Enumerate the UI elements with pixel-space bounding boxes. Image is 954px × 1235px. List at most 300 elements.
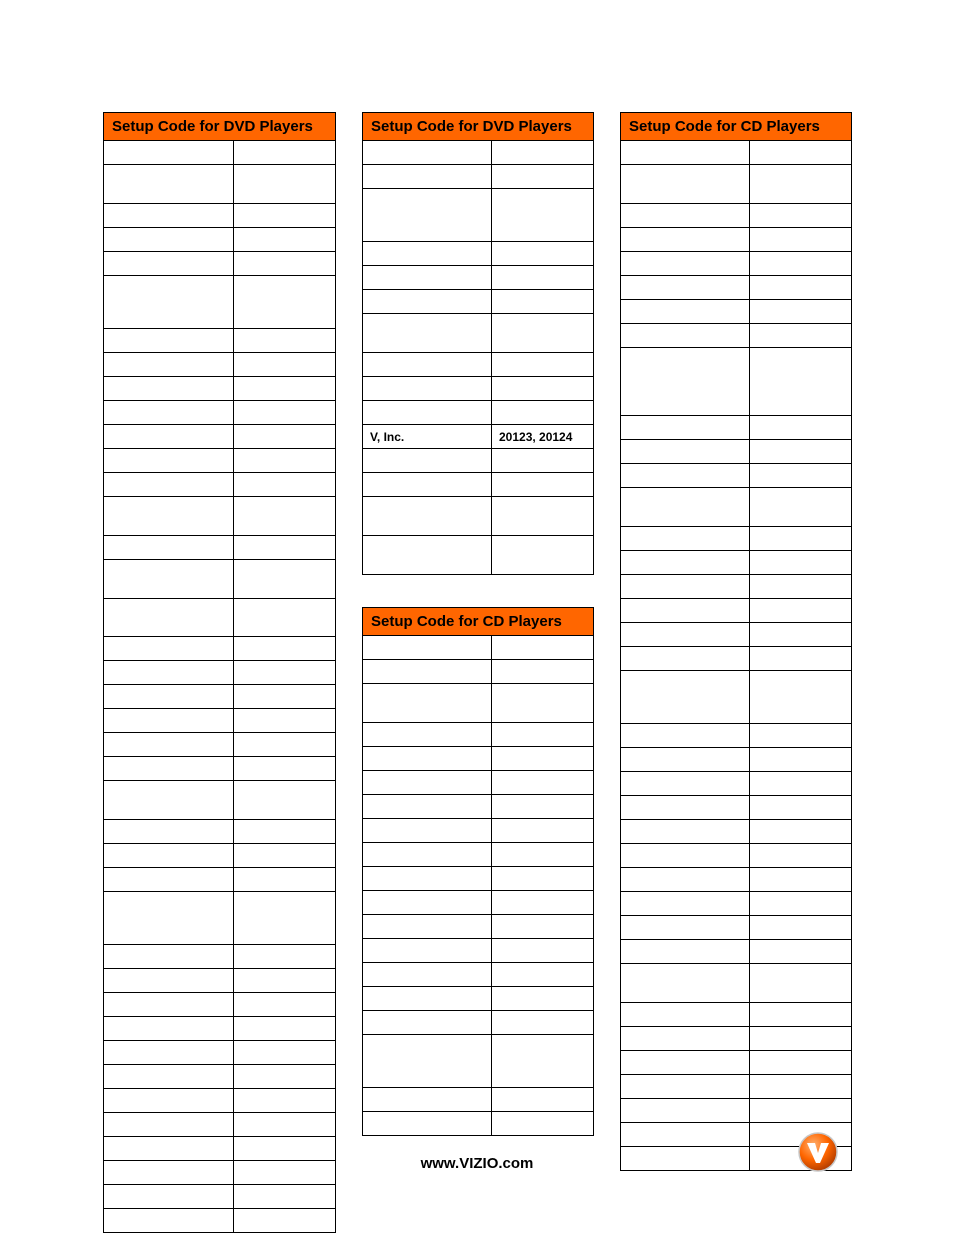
brand-cell bbox=[104, 353, 234, 377]
code-cell bbox=[492, 1011, 594, 1035]
table-row bbox=[104, 560, 336, 599]
vizio-v-logo-icon bbox=[798, 1132, 838, 1172]
table-row bbox=[363, 915, 594, 939]
code-cell bbox=[234, 868, 336, 892]
table-row bbox=[104, 377, 336, 401]
table-row bbox=[363, 684, 594, 723]
brand-cell bbox=[363, 377, 492, 401]
table-row bbox=[363, 401, 594, 425]
code-cell bbox=[234, 820, 336, 844]
code-cell bbox=[750, 647, 852, 671]
code-cell bbox=[492, 1112, 594, 1136]
code-cell bbox=[234, 401, 336, 425]
table-row bbox=[363, 963, 594, 987]
brand-cell bbox=[104, 1065, 234, 1089]
table-row bbox=[104, 329, 336, 353]
brand-cell bbox=[363, 819, 492, 843]
table-row bbox=[363, 747, 594, 771]
table-row bbox=[104, 276, 336, 329]
brand-cell bbox=[621, 141, 750, 165]
table-row bbox=[621, 348, 852, 416]
brand-cell bbox=[104, 401, 234, 425]
brand-cell bbox=[363, 242, 492, 266]
table-row bbox=[104, 1113, 336, 1137]
table-row bbox=[104, 228, 336, 252]
brand-cell bbox=[363, 1035, 492, 1088]
table-row bbox=[363, 242, 594, 266]
brand-cell bbox=[363, 963, 492, 987]
brand-cell bbox=[363, 266, 492, 290]
table-row bbox=[621, 892, 852, 916]
code-cell bbox=[234, 781, 336, 820]
code-cell bbox=[750, 348, 852, 416]
code-cell bbox=[750, 1027, 852, 1051]
code-cell bbox=[234, 165, 336, 204]
code-cell bbox=[750, 1003, 852, 1027]
brand-cell bbox=[104, 1089, 234, 1113]
brand-cell bbox=[363, 660, 492, 684]
code-cell bbox=[234, 449, 336, 473]
brand-cell bbox=[621, 416, 750, 440]
brand-cell bbox=[621, 204, 750, 228]
brand-cell bbox=[621, 228, 750, 252]
table-row bbox=[104, 1017, 336, 1041]
table-row bbox=[104, 1209, 336, 1233]
table-row bbox=[104, 733, 336, 757]
table-row bbox=[621, 623, 852, 647]
brand-cell bbox=[363, 1112, 492, 1136]
brand-cell bbox=[104, 733, 234, 757]
brand-cell bbox=[621, 300, 750, 324]
table-row bbox=[104, 1089, 336, 1113]
code-cell bbox=[492, 165, 594, 189]
brand-cell bbox=[104, 377, 234, 401]
code-cell bbox=[492, 449, 594, 473]
table-row bbox=[363, 473, 594, 497]
table-row bbox=[104, 141, 336, 165]
table-row bbox=[363, 660, 594, 684]
code-cell bbox=[750, 748, 852, 772]
dvd-codes-table-1 bbox=[103, 112, 336, 1233]
table-row bbox=[621, 252, 852, 276]
brand-cell bbox=[104, 497, 234, 536]
brand-cell bbox=[104, 1185, 234, 1209]
table-row bbox=[621, 916, 852, 940]
brand-cell bbox=[621, 527, 750, 551]
table-row bbox=[621, 527, 852, 551]
code-cell bbox=[234, 757, 336, 781]
table-row bbox=[363, 497, 594, 536]
table-row bbox=[363, 1035, 594, 1088]
table-row bbox=[363, 141, 594, 165]
code-cell bbox=[234, 536, 336, 560]
brand-cell bbox=[363, 939, 492, 963]
table-row bbox=[363, 290, 594, 314]
code-cell bbox=[750, 940, 852, 964]
code-cell bbox=[492, 867, 594, 891]
brand-cell bbox=[621, 748, 750, 772]
table-row bbox=[621, 964, 852, 1003]
table-row bbox=[621, 324, 852, 348]
brand-cell bbox=[104, 661, 234, 685]
code-cell bbox=[750, 892, 852, 916]
brand-cell bbox=[363, 1011, 492, 1035]
table-row bbox=[104, 637, 336, 661]
brand-cell bbox=[621, 324, 750, 348]
table-row bbox=[363, 377, 594, 401]
brand-cell bbox=[363, 1088, 492, 1112]
code-cell bbox=[234, 141, 336, 165]
code-cell bbox=[234, 1089, 336, 1113]
table-row bbox=[621, 820, 852, 844]
brand-cell bbox=[621, 964, 750, 1003]
brand-cell bbox=[621, 599, 750, 623]
table-row bbox=[363, 449, 594, 473]
table-row bbox=[104, 969, 336, 993]
brand-cell bbox=[104, 560, 234, 599]
table-row bbox=[363, 314, 594, 353]
code-cell bbox=[750, 796, 852, 820]
brand-cell bbox=[621, 647, 750, 671]
brand-cell bbox=[621, 796, 750, 820]
brand-cell bbox=[104, 945, 234, 969]
brand-cell bbox=[104, 868, 234, 892]
brand-cell bbox=[621, 1027, 750, 1051]
table-row bbox=[363, 266, 594, 290]
brand-cell bbox=[363, 867, 492, 891]
code-cell bbox=[234, 252, 336, 276]
table-row bbox=[104, 536, 336, 560]
code-cell bbox=[492, 843, 594, 867]
code-cell bbox=[492, 401, 594, 425]
table-row bbox=[363, 425, 594, 449]
code-cell bbox=[492, 377, 594, 401]
code-cell bbox=[492, 189, 594, 242]
table-row bbox=[363, 1088, 594, 1112]
code-cell bbox=[750, 772, 852, 796]
table-row bbox=[621, 599, 852, 623]
table-row bbox=[621, 204, 852, 228]
code-cell bbox=[492, 141, 594, 165]
code-cell bbox=[750, 964, 852, 1003]
code-cell bbox=[750, 440, 852, 464]
table-row bbox=[363, 189, 594, 242]
brand-cell bbox=[363, 401, 492, 425]
brand-cell bbox=[363, 497, 492, 536]
table-row bbox=[621, 416, 852, 440]
brand-cell bbox=[621, 1123, 750, 1147]
brand-cell bbox=[621, 1099, 750, 1123]
code-cell bbox=[492, 723, 594, 747]
brand-cell bbox=[363, 795, 492, 819]
brand-cell bbox=[104, 228, 234, 252]
brand-cell bbox=[104, 536, 234, 560]
code-cell bbox=[234, 637, 336, 661]
code-cell bbox=[750, 252, 852, 276]
table-row bbox=[621, 940, 852, 964]
brand-cell bbox=[363, 843, 492, 867]
table-row bbox=[363, 536, 594, 575]
code-cell bbox=[234, 844, 336, 868]
code-cell bbox=[234, 1209, 336, 1233]
table-row bbox=[621, 488, 852, 527]
table-row bbox=[363, 353, 594, 377]
table-row bbox=[363, 1112, 594, 1136]
brand-cell bbox=[104, 1041, 234, 1065]
table-row bbox=[104, 993, 336, 1017]
code-cell bbox=[750, 324, 852, 348]
brand-cell bbox=[104, 709, 234, 733]
table-row bbox=[104, 1065, 336, 1089]
table-row bbox=[621, 748, 852, 772]
brand-cell bbox=[363, 723, 492, 747]
code-cell bbox=[234, 497, 336, 536]
brand-cell bbox=[104, 141, 234, 165]
code-cell bbox=[750, 276, 852, 300]
table-row bbox=[104, 599, 336, 637]
code-cell bbox=[750, 527, 852, 551]
table-row bbox=[104, 1041, 336, 1065]
table-row bbox=[104, 685, 336, 709]
table-row bbox=[363, 165, 594, 189]
code-cell bbox=[234, 1065, 336, 1089]
brand-cell bbox=[621, 772, 750, 796]
code-cell bbox=[492, 290, 594, 314]
code-cell bbox=[750, 1099, 852, 1123]
code-cell bbox=[750, 599, 852, 623]
code-cell bbox=[492, 660, 594, 684]
dvd-codes-table-2 bbox=[362, 112, 594, 575]
footer-url: www.VIZIO.com bbox=[420, 1155, 534, 1172]
brand-cell bbox=[104, 473, 234, 497]
code-cell bbox=[234, 599, 336, 637]
table-row bbox=[104, 497, 336, 536]
brand-cell bbox=[621, 276, 750, 300]
code-cell bbox=[234, 993, 336, 1017]
code-cell bbox=[750, 165, 852, 204]
brand-cell bbox=[363, 891, 492, 915]
code-cell bbox=[492, 314, 594, 353]
table-row bbox=[621, 464, 852, 488]
table-row bbox=[621, 141, 852, 165]
code-cell bbox=[234, 661, 336, 685]
table-row bbox=[621, 1027, 852, 1051]
brand-cell bbox=[104, 425, 234, 449]
code-cell bbox=[750, 464, 852, 488]
code-cell bbox=[750, 820, 852, 844]
table-row bbox=[621, 772, 852, 796]
table-row bbox=[104, 353, 336, 377]
code-cell bbox=[234, 1041, 336, 1065]
brand-cell bbox=[363, 747, 492, 771]
table-title: Setup Code for DVD Players bbox=[104, 113, 336, 141]
code-cell bbox=[234, 353, 336, 377]
code-cell bbox=[492, 963, 594, 987]
table-row bbox=[104, 820, 336, 844]
table-row bbox=[104, 204, 336, 228]
code-cell bbox=[750, 416, 852, 440]
code-cell bbox=[750, 228, 852, 252]
code-cell bbox=[492, 771, 594, 795]
code-cell: 20123, 20124 bbox=[492, 425, 594, 449]
brand-cell bbox=[104, 204, 234, 228]
brand-cell bbox=[621, 868, 750, 892]
table-row bbox=[104, 252, 336, 276]
brand-cell bbox=[621, 1051, 750, 1075]
table-row bbox=[104, 165, 336, 204]
code-cell bbox=[234, 685, 336, 709]
brand-cell bbox=[621, 916, 750, 940]
brand-cell bbox=[363, 290, 492, 314]
brand-cell bbox=[621, 724, 750, 748]
brand-cell bbox=[104, 892, 234, 945]
table-row bbox=[363, 819, 594, 843]
brand-cell bbox=[104, 993, 234, 1017]
table-title: Setup Code for DVD Players bbox=[363, 113, 594, 141]
brand-cell bbox=[363, 536, 492, 575]
brand-cell bbox=[104, 1017, 234, 1041]
table-row bbox=[621, 440, 852, 464]
code-cell bbox=[750, 141, 852, 165]
code-cell bbox=[492, 747, 594, 771]
code-cell bbox=[234, 329, 336, 353]
brand-cell bbox=[621, 940, 750, 964]
table-row bbox=[104, 449, 336, 473]
code-cell bbox=[492, 819, 594, 843]
table-row bbox=[621, 796, 852, 820]
brand-cell bbox=[621, 551, 750, 575]
brand-cell bbox=[104, 757, 234, 781]
code-cell bbox=[492, 1035, 594, 1088]
code-cell bbox=[492, 939, 594, 963]
code-cell bbox=[234, 204, 336, 228]
table-row bbox=[104, 661, 336, 685]
code-cell bbox=[234, 377, 336, 401]
code-cell bbox=[234, 709, 336, 733]
brand-cell bbox=[104, 781, 234, 820]
table-row bbox=[363, 1011, 594, 1035]
code-cell bbox=[234, 473, 336, 497]
code-cell bbox=[492, 266, 594, 290]
code-cell bbox=[492, 242, 594, 266]
code-cell bbox=[492, 473, 594, 497]
table-row bbox=[363, 843, 594, 867]
brand-cell bbox=[104, 276, 234, 329]
table-row bbox=[363, 987, 594, 1011]
table-row bbox=[621, 575, 852, 599]
table-row bbox=[104, 757, 336, 781]
table-row bbox=[104, 1185, 336, 1209]
brand-cell bbox=[621, 892, 750, 916]
table-row bbox=[621, 1075, 852, 1099]
code-cell bbox=[234, 733, 336, 757]
code-cell bbox=[750, 671, 852, 724]
brand-cell bbox=[621, 820, 750, 844]
code-cell bbox=[234, 560, 336, 599]
table-row bbox=[104, 844, 336, 868]
brand-cell bbox=[104, 685, 234, 709]
brand-cell bbox=[104, 1209, 234, 1233]
brand-cell bbox=[621, 623, 750, 647]
code-cell bbox=[234, 892, 336, 945]
table-row bbox=[621, 1003, 852, 1027]
code-cell bbox=[750, 623, 852, 647]
table-row bbox=[363, 891, 594, 915]
code-cell bbox=[750, 844, 852, 868]
brand-cell bbox=[363, 141, 492, 165]
code-cell bbox=[234, 1113, 336, 1137]
table-row bbox=[621, 1099, 852, 1123]
brand-cell bbox=[104, 820, 234, 844]
code-cell bbox=[492, 684, 594, 723]
code-cell bbox=[750, 1075, 852, 1099]
table-row bbox=[104, 473, 336, 497]
table-row bbox=[621, 868, 852, 892]
brand-cell bbox=[104, 844, 234, 868]
code-cell bbox=[492, 795, 594, 819]
table-row bbox=[363, 795, 594, 819]
brand-cell bbox=[363, 771, 492, 795]
table-row bbox=[621, 165, 852, 204]
brand-cell bbox=[621, 440, 750, 464]
brand-cell bbox=[363, 915, 492, 939]
table-row bbox=[104, 781, 336, 820]
brand-cell bbox=[621, 1075, 750, 1099]
brand-cell bbox=[104, 637, 234, 661]
brand-cell bbox=[363, 189, 492, 242]
code-cell bbox=[492, 891, 594, 915]
brand-cell bbox=[363, 987, 492, 1011]
code-cell bbox=[492, 353, 594, 377]
brand-cell bbox=[363, 165, 492, 189]
table-row bbox=[621, 551, 852, 575]
table-row bbox=[621, 300, 852, 324]
brand-cell bbox=[104, 252, 234, 276]
table-row bbox=[621, 671, 852, 724]
cd-codes-table-2 bbox=[620, 112, 852, 1171]
brand-cell bbox=[363, 473, 492, 497]
brand-cell bbox=[104, 449, 234, 473]
code-cell bbox=[750, 1051, 852, 1075]
code-cell bbox=[234, 228, 336, 252]
brand-cell bbox=[104, 165, 234, 204]
table-row bbox=[621, 276, 852, 300]
code-cell bbox=[750, 488, 852, 527]
code-cell bbox=[750, 204, 852, 228]
code-cell bbox=[492, 636, 594, 660]
table-row bbox=[621, 647, 852, 671]
brand-cell bbox=[363, 636, 492, 660]
brand-cell bbox=[621, 348, 750, 416]
code-cell bbox=[750, 575, 852, 599]
table-row bbox=[621, 844, 852, 868]
brand-cell bbox=[621, 165, 750, 204]
table-row bbox=[621, 228, 852, 252]
code-cell bbox=[492, 1088, 594, 1112]
table-row bbox=[363, 723, 594, 747]
brand-cell bbox=[621, 575, 750, 599]
brand-cell bbox=[621, 671, 750, 724]
brand-cell bbox=[104, 329, 234, 353]
table-row bbox=[621, 724, 852, 748]
table-row bbox=[621, 1051, 852, 1075]
code-cell bbox=[750, 300, 852, 324]
table-row bbox=[363, 636, 594, 660]
code-cell bbox=[234, 1185, 336, 1209]
code-cell bbox=[750, 551, 852, 575]
code-cell bbox=[234, 425, 336, 449]
brand-cell bbox=[363, 353, 492, 377]
